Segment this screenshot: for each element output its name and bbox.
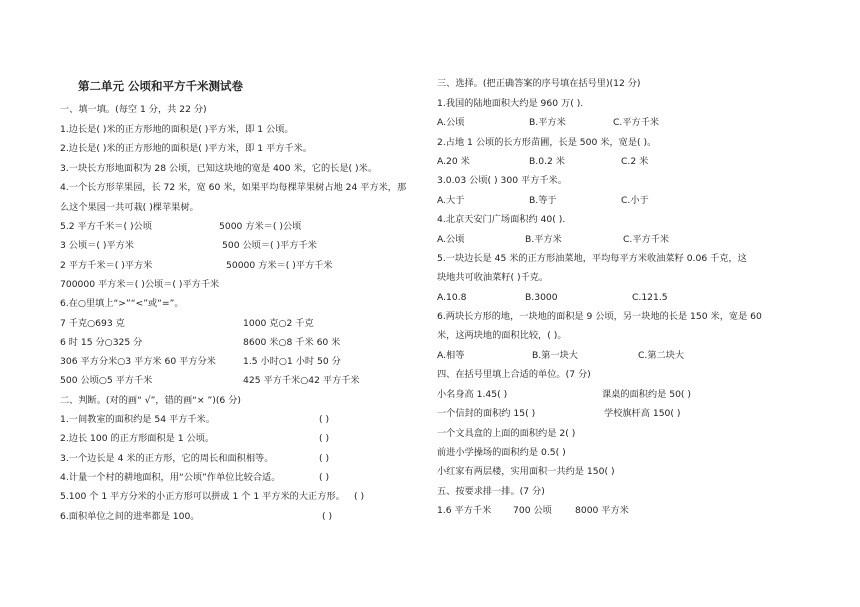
question-1: 1.边长是( )米的正方形地的面积是( )平方米，即 1 公顷。 xyxy=(60,124,294,135)
choice-question-6-line-1: 6.两块长方形的地，一块地的面积是 9 公顷，另一块地的长是 150 米，宽是 60 xyxy=(437,311,762,322)
choice-question-1: 1.我国的陆地面积大约是 960 万( ). xyxy=(437,98,584,109)
option-a: A.20 米 xyxy=(437,156,470,167)
option-b: B.3000 xyxy=(525,292,558,303)
answer-paren: ( ) xyxy=(319,472,330,483)
choice-question-4: 4.北京天安门广场面积约 40( ). xyxy=(437,214,566,225)
sort-item: 8000 平方米 xyxy=(575,505,629,516)
sort-item: 700 公顷 xyxy=(513,505,552,516)
option-c: C.平方千米 xyxy=(623,234,670,245)
answer-paren: ( ) xyxy=(319,433,330,444)
option-a: A.大于 xyxy=(437,195,465,206)
answer-paren: ( ) xyxy=(354,491,365,502)
question-5-row-4: 700000 平方米＝( )公顷＝( )平方千米 xyxy=(60,279,220,290)
question-4-line-2: 么这个果园一共可栽( )棵苹果树。 xyxy=(60,202,199,213)
judge-text: 4.计量一个村的耕地面积，用“公顷”作单位比较合适。 xyxy=(60,472,281,483)
unit-item: 前进小学操场的面积约是 0.5( ) xyxy=(437,447,566,458)
conversion-item: 2 平方千米＝( )平方米 xyxy=(60,260,153,271)
judge-text: 3.一个边长是 4 米的正方形，它的周长和面积相等。 xyxy=(60,453,274,464)
option-b: B.平方米 xyxy=(529,117,566,128)
compare-item: 425 平方千米○42 平方千米 xyxy=(243,375,360,386)
option-a: A.公顷 xyxy=(437,117,465,128)
section-1-heading: 一、填一填。(每空 1 分，共 22 分) xyxy=(60,104,207,115)
compare-item: 500 公顷○5 平方千米 xyxy=(60,375,153,386)
unit-item: 一个文具盒的上面的面积约是 2( ) xyxy=(437,428,576,439)
option-c: C.第二块大 xyxy=(638,350,685,361)
section-2-heading: 二、判断。(对的画“ √”，错的画“× ”)(6 分) xyxy=(60,395,241,406)
choice-question-6-line-2: 米，这两块地的面积比较，( )。 xyxy=(437,330,567,341)
question-6: 6.在○里填上“>”“<”或“=”。 xyxy=(60,298,184,309)
option-c: C.平方千米 xyxy=(613,117,660,128)
option-b: B.平方米 xyxy=(525,234,562,245)
judge-text: 5.100 个 1 平方分米的小正方形可以拼成 1 个 1 平方米的大正方形。 xyxy=(60,491,345,502)
option-c: C.小于 xyxy=(621,195,649,206)
choice-question-2: 2.占地 1 公顷的长方形苗圃，长是 500 米，宽是( )。 xyxy=(437,137,657,148)
choice-question-5-line-1: 5.一块边长是 45 米的正方形油菜地，平均每平方米收油菜籽 0.06 千克，这 xyxy=(437,253,747,264)
conversion-item: 50000 方米＝( )平方千米 xyxy=(226,260,333,271)
option-b: B.等于 xyxy=(529,195,557,206)
choice-question-5-line-2: 块地共可收油菜籽( )千克。 xyxy=(437,272,549,283)
compare-item: 7 千克○693 克 xyxy=(60,318,125,329)
unit-item: 小红家有两层楼，实用面积一共约是 150( ) xyxy=(437,466,615,477)
option-c: C.2 米 xyxy=(621,156,649,167)
unit-item: 小名身高 1.45( ) xyxy=(437,389,508,400)
compare-item: 8600 米○8 千米 60 米 xyxy=(243,337,341,348)
section-4-heading: 四、在括号里填上合适的单位。(7 分) xyxy=(437,369,591,380)
question-4-line-1: 4.一个长方形苹果园，长 72 米，宽 60 米，如果平均每棵苹果树占地 24 平方米，那 xyxy=(60,182,407,193)
judge-text: 2.边长 100 的正方形面积是 1 公顷。 xyxy=(60,433,215,444)
option-a: A.10.8 xyxy=(437,292,467,303)
conversion-item: 5000 方米＝( )公顷 xyxy=(219,221,302,232)
section-5-heading: 五、按要求排一排。(7 分) xyxy=(437,486,545,497)
option-c: C.121.5 xyxy=(632,292,668,303)
unit-item: 一个信封的面积约 15( ) xyxy=(437,408,536,419)
conversion-item: 500 公顷＝( )平方千米 xyxy=(222,240,317,251)
compare-item: 1000 克○2 千克 xyxy=(243,318,314,329)
answer-paren: ( ) xyxy=(319,453,330,464)
unit-item: 学校旗杆高 150( ) xyxy=(604,408,681,419)
unit-item: 课桌的面积约是 50( ) xyxy=(602,389,692,400)
compare-item: 306 平方分米○3 平方米 60 平方分米 xyxy=(60,356,216,367)
judge-text: 1.一间教室的面积约是 54 平方千米。 xyxy=(60,414,215,425)
compare-item: 1.5 小时○1 小时 50 分 xyxy=(243,356,341,367)
answer-paren: ( ) xyxy=(319,414,330,425)
answer-paren: ( ) xyxy=(322,511,333,522)
page-title: 第二单元 公顷和平方千米测试卷 xyxy=(78,79,244,93)
compare-item: 6 时 15 分○325 分 xyxy=(60,337,143,348)
conversion-item: 3 公顷＝( )平方米 xyxy=(60,240,134,251)
option-b: B.第一块大 xyxy=(532,350,578,361)
judge-text: 6.面积单位之间的进率都是 100。 xyxy=(60,511,200,522)
question-2: 2.边长是( )米的正方形地的面积是( )平方米，即 1 平方千米。 xyxy=(60,143,312,154)
sort-item: 1.6 平方千米 xyxy=(437,505,492,516)
option-a: A.公顷 xyxy=(437,234,465,245)
question-3: 3.一块长方形地面积为 28 公顷，已知这块地的宽是 400 米，它的长是( )米。 xyxy=(60,163,378,174)
option-b: B.0.2 米 xyxy=(529,156,565,167)
choice-question-3: 3.0.03 公顷( ) 300 平方千米。 xyxy=(437,175,567,186)
option-a: A.相等 xyxy=(437,350,465,361)
conversion-item: 5.2 平方千米＝( )公顷 xyxy=(60,221,152,232)
section-3-heading: 三、选择。(把正确答案的序号填在括号里)(12 分) xyxy=(437,78,641,89)
